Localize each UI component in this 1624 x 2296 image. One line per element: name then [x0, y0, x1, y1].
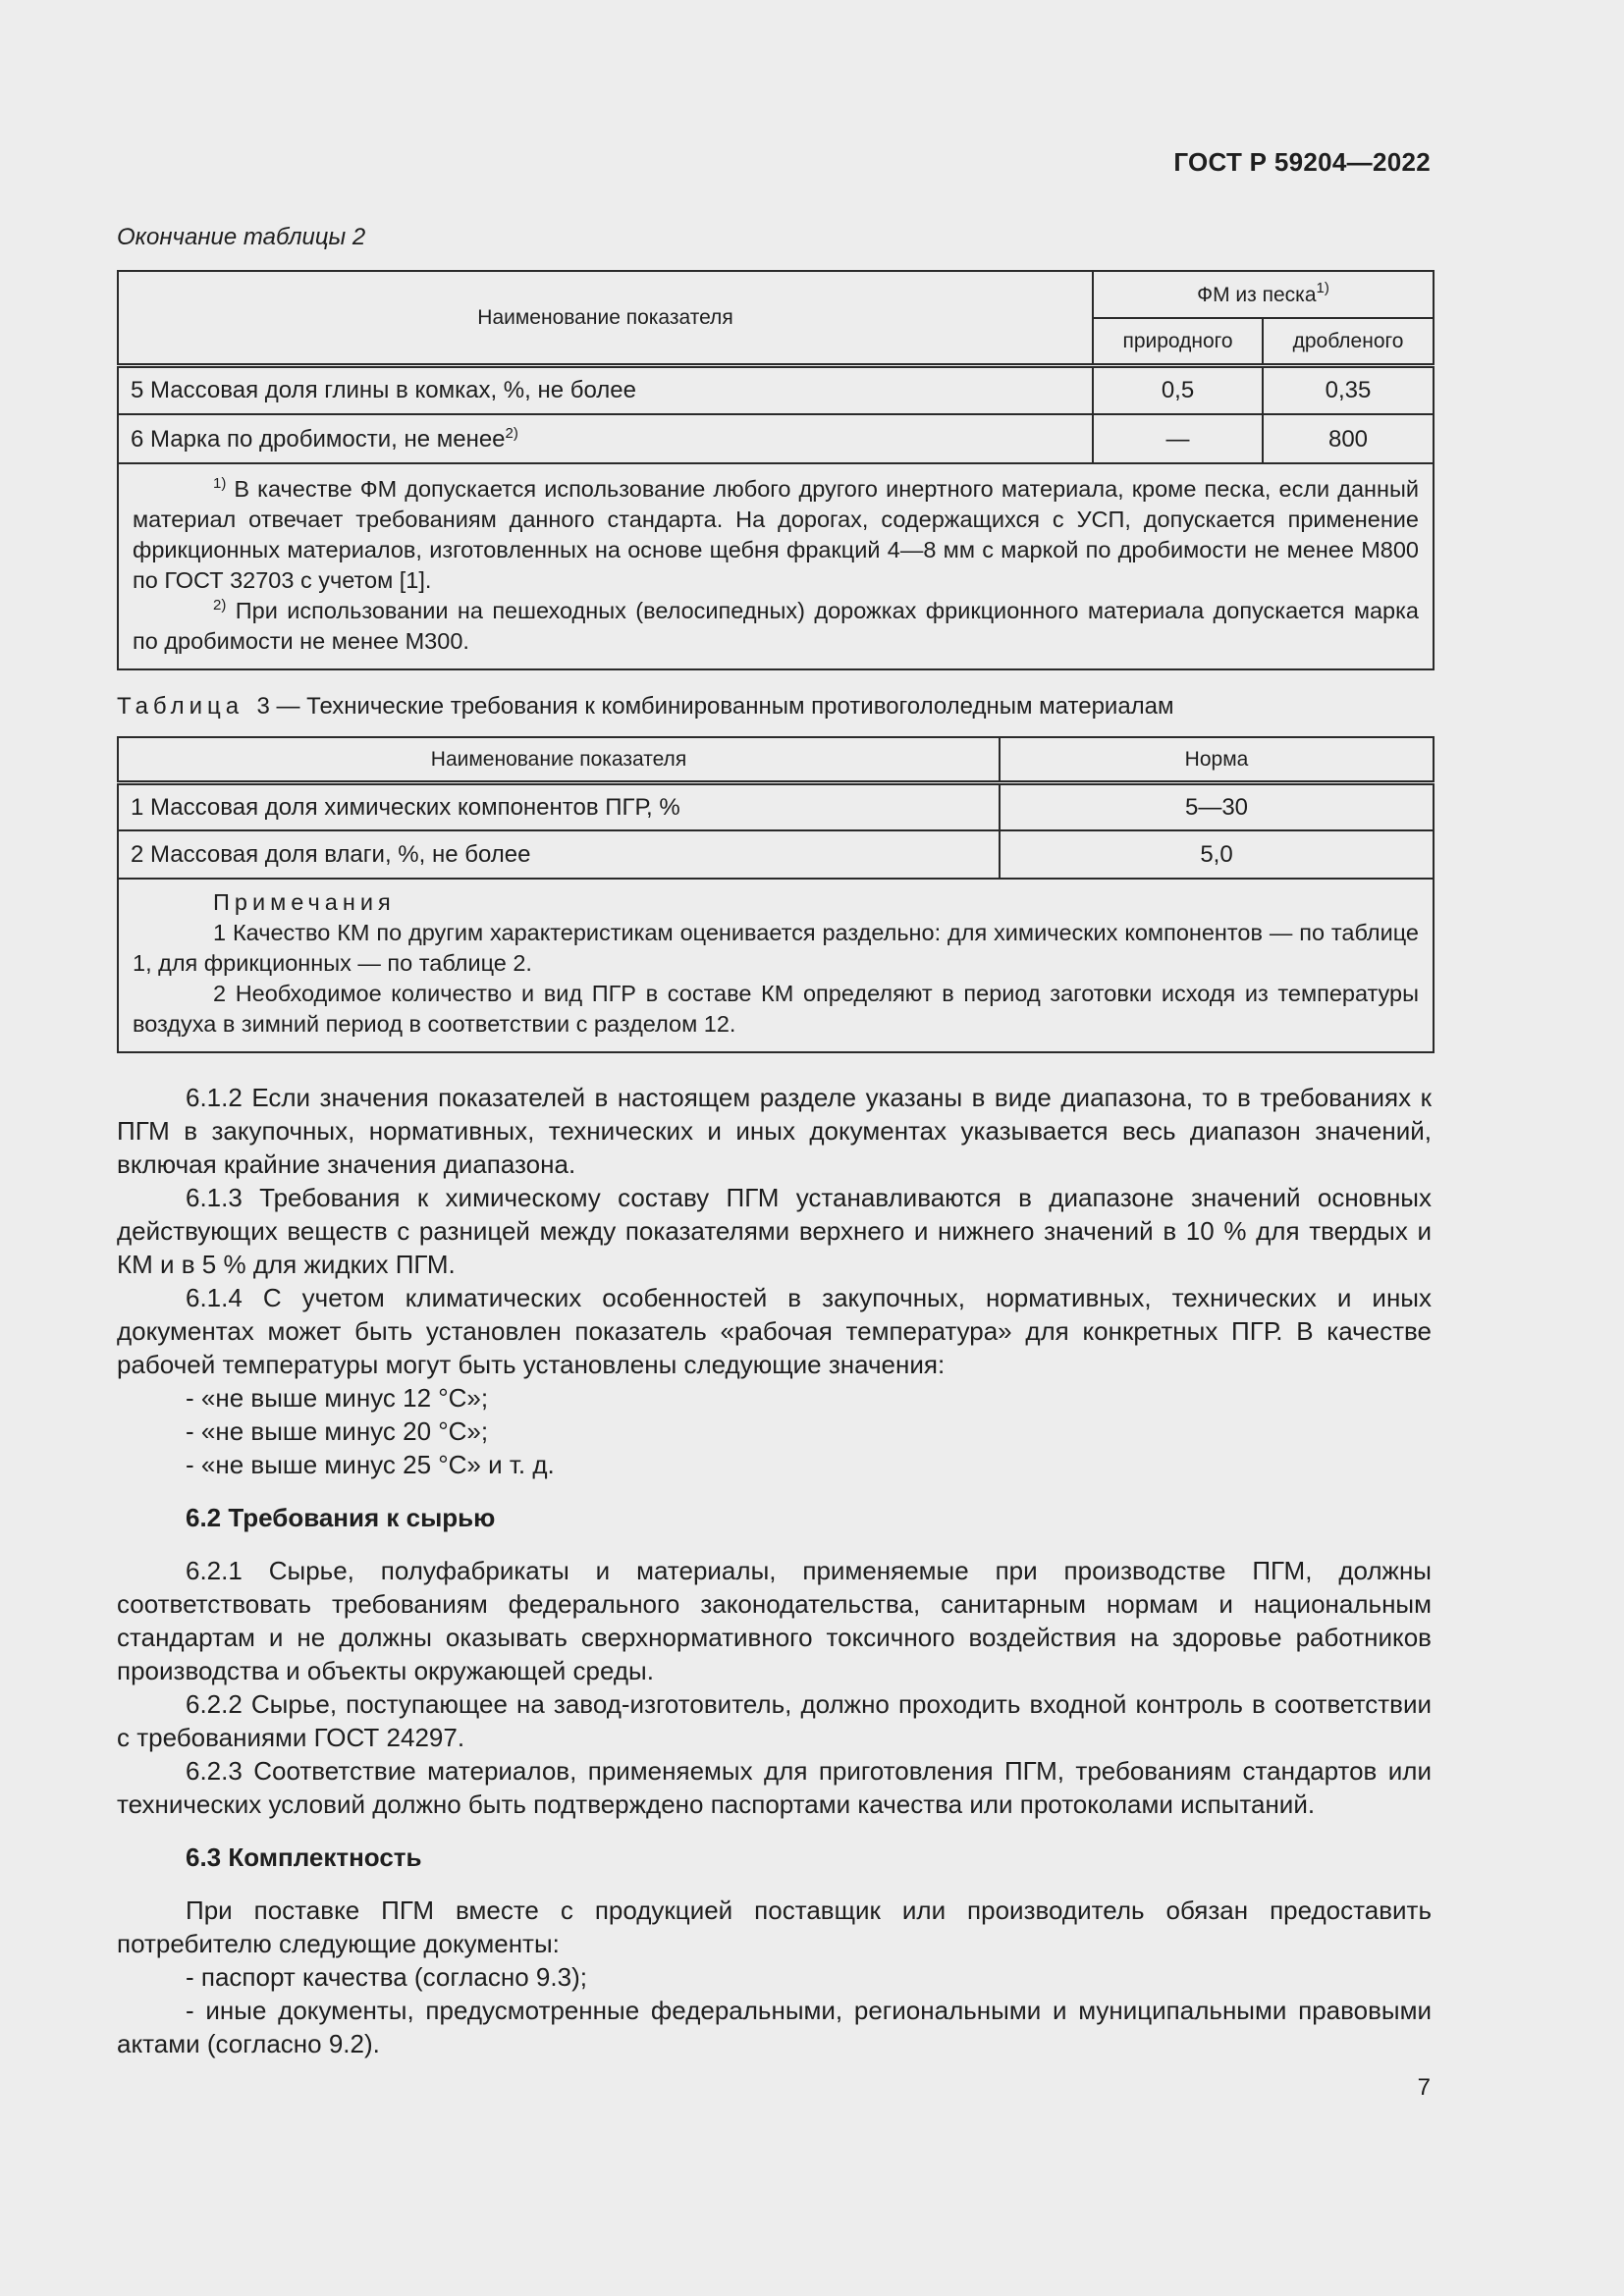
list-item: - «не выше минус 25 °С» и т. д.	[186, 1450, 555, 1479]
table2-header-group: ФМ из песка$^{1)}$	[1093, 271, 1434, 318]
table-row	[118, 830, 1434, 879]
table-row	[118, 414, 1434, 463]
table2-header-name: Наименование показателя	[118, 271, 1093, 365]
list-item: - «не выше минус 12 °С»;	[186, 1383, 489, 1413]
list-item: - паспорт качества (согласно 9.3);	[186, 1962, 587, 1992]
row-norm: 5—30	[1000, 782, 1434, 830]
list-item: - «не выше минус 20 °С»;	[186, 1416, 489, 1446]
row-name: 6 Марка по дробимости, не менее$^{2)}$	[118, 414, 1093, 463]
paragraph-6-1-4: 6.1.4 С учетом климатических особенностей в закупочных, нормативных, технических и иных документах может быть установлен показатель «рабочая температура» для конкретных ПГР. В качестве рабочей температуры могут быть установлены следующие значения:	[117, 1283, 1432, 1379]
row-name: 2 Массовая доля влаги, %, не более	[118, 830, 1000, 879]
table2	[117, 270, 1433, 670]
paragraph-6-2-2: 6.2.2 Сырье, поступающее на завод-изготовитель, должно проходить входной контроль в соответствии с требованиями ГОСТ 24297.	[117, 1689, 1432, 1752]
section-heading-6-3: 6.3 Комплектность	[186, 1842, 422, 1872]
row-norm: 5,0	[1000, 830, 1434, 879]
table3-header-name: Наименование показателя	[118, 737, 1000, 782]
footnote-2: $^{2)}$ При использовании на пешеходных (велосипедных) дорожках фрикционного материала допускается марка по дробимости не менее М300.	[133, 597, 1419, 654]
table2-caption: Окончание таблицы 2	[117, 224, 366, 250]
body-text	[117, 1081, 1432, 2060]
section-heading-6-2: 6.2 Требования к сырью	[186, 1503, 496, 1532]
paragraph-6-2-3: 6.2.3 Соответствие материалов, применяемых для приготовления ПГМ, требованиям стандартов или технических условий должно быть подтверждено паспортами качества или протоколами испытаний.	[117, 1756, 1432, 1819]
table3-notes	[118, 879, 1434, 1052]
table2-footnotes	[118, 463, 1434, 669]
notes-title: Примечания	[213, 889, 396, 915]
paragraph-6-1-2: 6.1.2 Если значения показателей в настоящем разделе указаны в виде диапазона, то в требованиях к ПГМ в закупочных, нормативных, технических и иных документах указывается весь диапазон значений, включая крайние значения диапазона.	[117, 1083, 1432, 1179]
note-1: 1 Качество КМ по другим характеристикам оценивается раздельно: для химических компонентов — по таблице 1, для фрикционных — по таблице 2.	[133, 920, 1419, 976]
note-2: 2 Необходимое количество и вид ПГР в составе КМ определяют в период заготовки исходя из температуры воздуха в зимний период в соответствии с разделом 12.	[133, 981, 1419, 1037]
standard-code: ГОСТ Р 59204—2022	[1173, 147, 1431, 177]
row-value-natural: —	[1093, 414, 1263, 463]
row-name: 5 Массовая доля глины в комках, %, не более	[118, 365, 1093, 414]
table3	[117, 736, 1433, 1053]
paragraph-6-1-3: 6.1.3 Требования к химическому составу ПГМ устанавливаются в диапазоне значений основных действующих веществ с разницей между показателями верхнего и нижнего значений в 10 % для твердых и КМ и в 5 % для жидких ПГМ.	[117, 1183, 1432, 1279]
row-value-crushed: 0,35	[1263, 365, 1434, 414]
table2-header-natural: природного	[1093, 318, 1263, 365]
list-item: - иные документы, предусмотренные федеральными, региональными и муниципальными правовыми актами (согласно 9.2).	[117, 1996, 1432, 2058]
table2-header-crushed: дробленого	[1263, 318, 1434, 365]
table3-caption: Таблица 3 — Технические требования к комбинированным противогололедным материалам	[117, 693, 1174, 720]
table3-header-norm: Норма	[1000, 737, 1434, 782]
page-number: 7	[1417, 2074, 1431, 2101]
footnote-1: $^{1)}$ В качестве ФМ допускается использование любого другого инертного материала, кроме песка, если данный материал отвечает требованиям данного стандарта. На дорогах, содержащихся с УСП, допускается применение фрикционных материалов, изготовленных на основе щебня фракций 4—8 мм с маркой по дробимости не менее М800 по ГОСТ 32703 с учетом [1].	[133, 475, 1419, 593]
row-value-crushed: 800	[1263, 414, 1434, 463]
row-value-natural: 0,5	[1093, 365, 1263, 414]
row-name: 1 Массовая доля химических компонентов ПГР, %	[118, 782, 1000, 830]
paragraph-6-2-1: 6.2.1 Сырье, полуфабрикаты и материалы, применяемые при производстве ПГМ, должны соответствовать требованиям федерального законодательства, санитарным нормам и национальным стандартам и не должны оказывать сверхнормативного токсичного воздействия на здоровье работников производства и объекты окружающей среды.	[117, 1556, 1432, 1685]
table-row	[118, 365, 1434, 414]
paragraph-6-3: При поставке ПГМ вместе с продукцией поставщик или производитель обязан предоставить потребителю следующие документы:	[117, 1896, 1432, 1958]
table-row	[118, 782, 1434, 830]
